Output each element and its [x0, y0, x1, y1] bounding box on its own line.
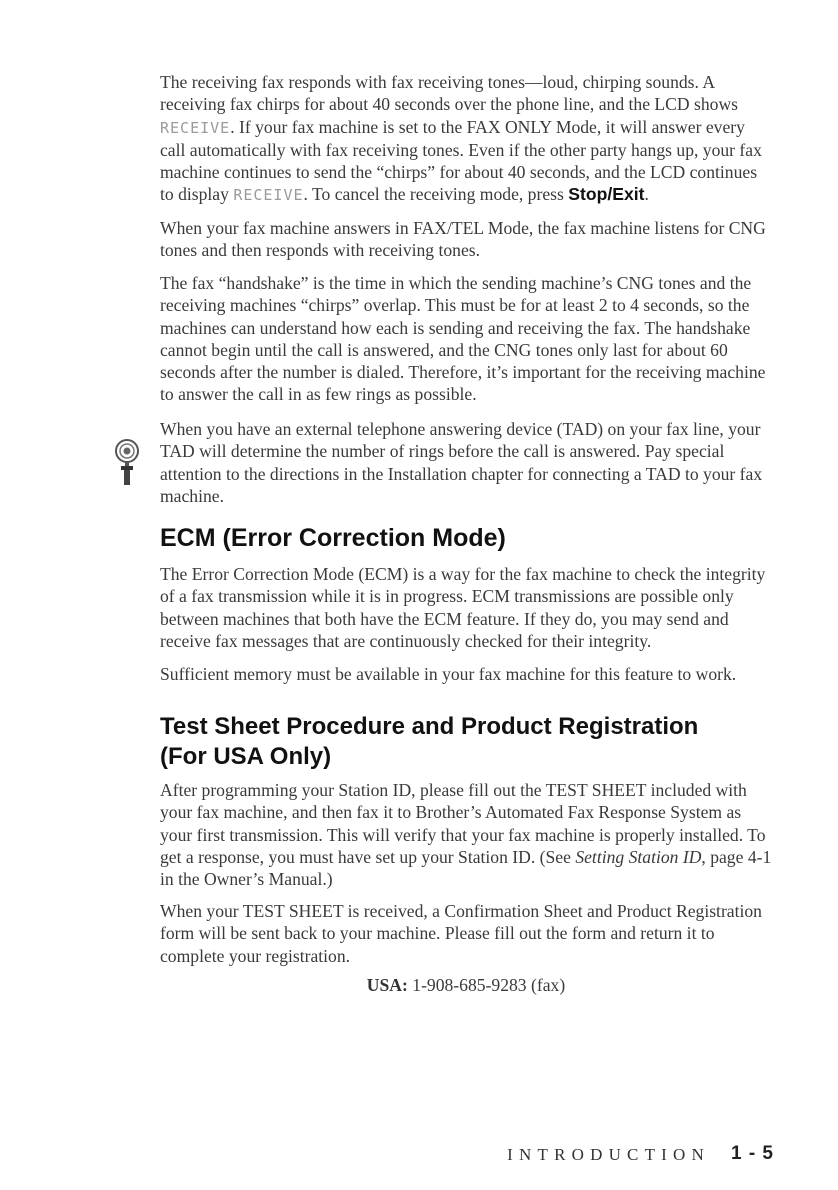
note-pushpin-icon	[112, 439, 142, 487]
lcd-receive-text: RECEIVE	[233, 186, 304, 205]
heading-line: (For USA Only)	[160, 743, 332, 770]
receiving-paragraph	[160, 71, 772, 207]
handshake-paragraph: The fax “handshake” is the time in which the sending machine’s CNG tones and the receiving machines “chirps” overlap. This must be for at least 2 to 4 seconds, so the machines can understand how each is sending and receiving the fax. The handshake cannot begin until the call is answered, and the CNG tones only last for about 60 seconds after the number is dialed. Therefore, it’s important for the receiving machine to answer the call in as few rings as possible.	[160, 273, 766, 405]
registration-paragraph: When your TEST SHEET is received, a Confirmation Sheet and Product Registration form will be sent back to your machine. Please fill out the form and return it to complete your registration.	[160, 901, 762, 966]
text-run: The receiving fax responds with fax receiving tones—loud, chirping sounds. A receiving fax chirps for about 40 seconds over the phone line, and the LCD shows	[160, 72, 738, 115]
stop-exit-key: Stop/Exit	[568, 184, 645, 205]
text-run: After programming your Station ID, please fill out the TEST SHEET included with your fax machine, and then fax it to Brother’s Automated Fax Response System as your first transmission. This will verify that your fax machine is properly installed. To get a response, you must have set up your Station ID. (See	[160, 780, 766, 867]
text-run: . If your fax machine is set to the FAX ONLY Mode, it will answer every call automatically with fax receiving tones. Even if the other party hangs up, your fax machine continues to send the “chirps” for about 40 seconds, and the LCD continues to display	[160, 116, 762, 205]
text-run: . To cancel the receiving mode, press	[303, 184, 569, 205]
lcd-receive-text: RECEIVE	[160, 118, 231, 137]
fax-number: 1-908-685-9283 (fax)	[412, 975, 566, 995]
tad-note: When you have an external telephone answering device (TAD) on your fax line, your TAD will determine the number of rings before the call is answered. Pay special attention to the directions in the Installation chapter for connecting a TAD to your fax machine.	[160, 419, 763, 506]
text-run: .	[644, 184, 649, 205]
page-footer	[480, 1145, 780, 1169]
station-id-reference: Setting Station ID	[575, 846, 702, 867]
fax-tel-paragraph: When your fax machine answers in FAX/TEL Mode, the fax machine listens for CNG tones and then responds with receiving tones.	[160, 218, 766, 261]
text-run: , page 4-1 in the Owner’s Manual.)	[160, 846, 772, 890]
footer-section-title: INTRODUCTION	[507, 1145, 710, 1164]
test-sheet-paragraph	[160, 779, 772, 890]
memory-paragraph: Sufficient memory must be available in your fax machine for this feature to work.	[160, 664, 737, 684]
fax-number-line	[160, 975, 772, 996]
heading-line: Test Sheet Procedure and Product Registration	[160, 713, 699, 740]
test-sheet-heading	[160, 712, 698, 772]
page-number: 1 - 5	[730, 1143, 774, 1164]
fax-label: USA:	[366, 975, 408, 995]
ecm-heading: ECM (Error Correction Mode)	[160, 524, 506, 552]
ecm-paragraph: The Error Correction Mode (ECM) is a way for the fax machine to check the integrity of a fax transmission while it is in progress. ECM transmissions are possible only between machines that both have the ECM feature. If they do, you may send and receive fax messages that are continuously checked for their integrity.	[160, 564, 766, 651]
